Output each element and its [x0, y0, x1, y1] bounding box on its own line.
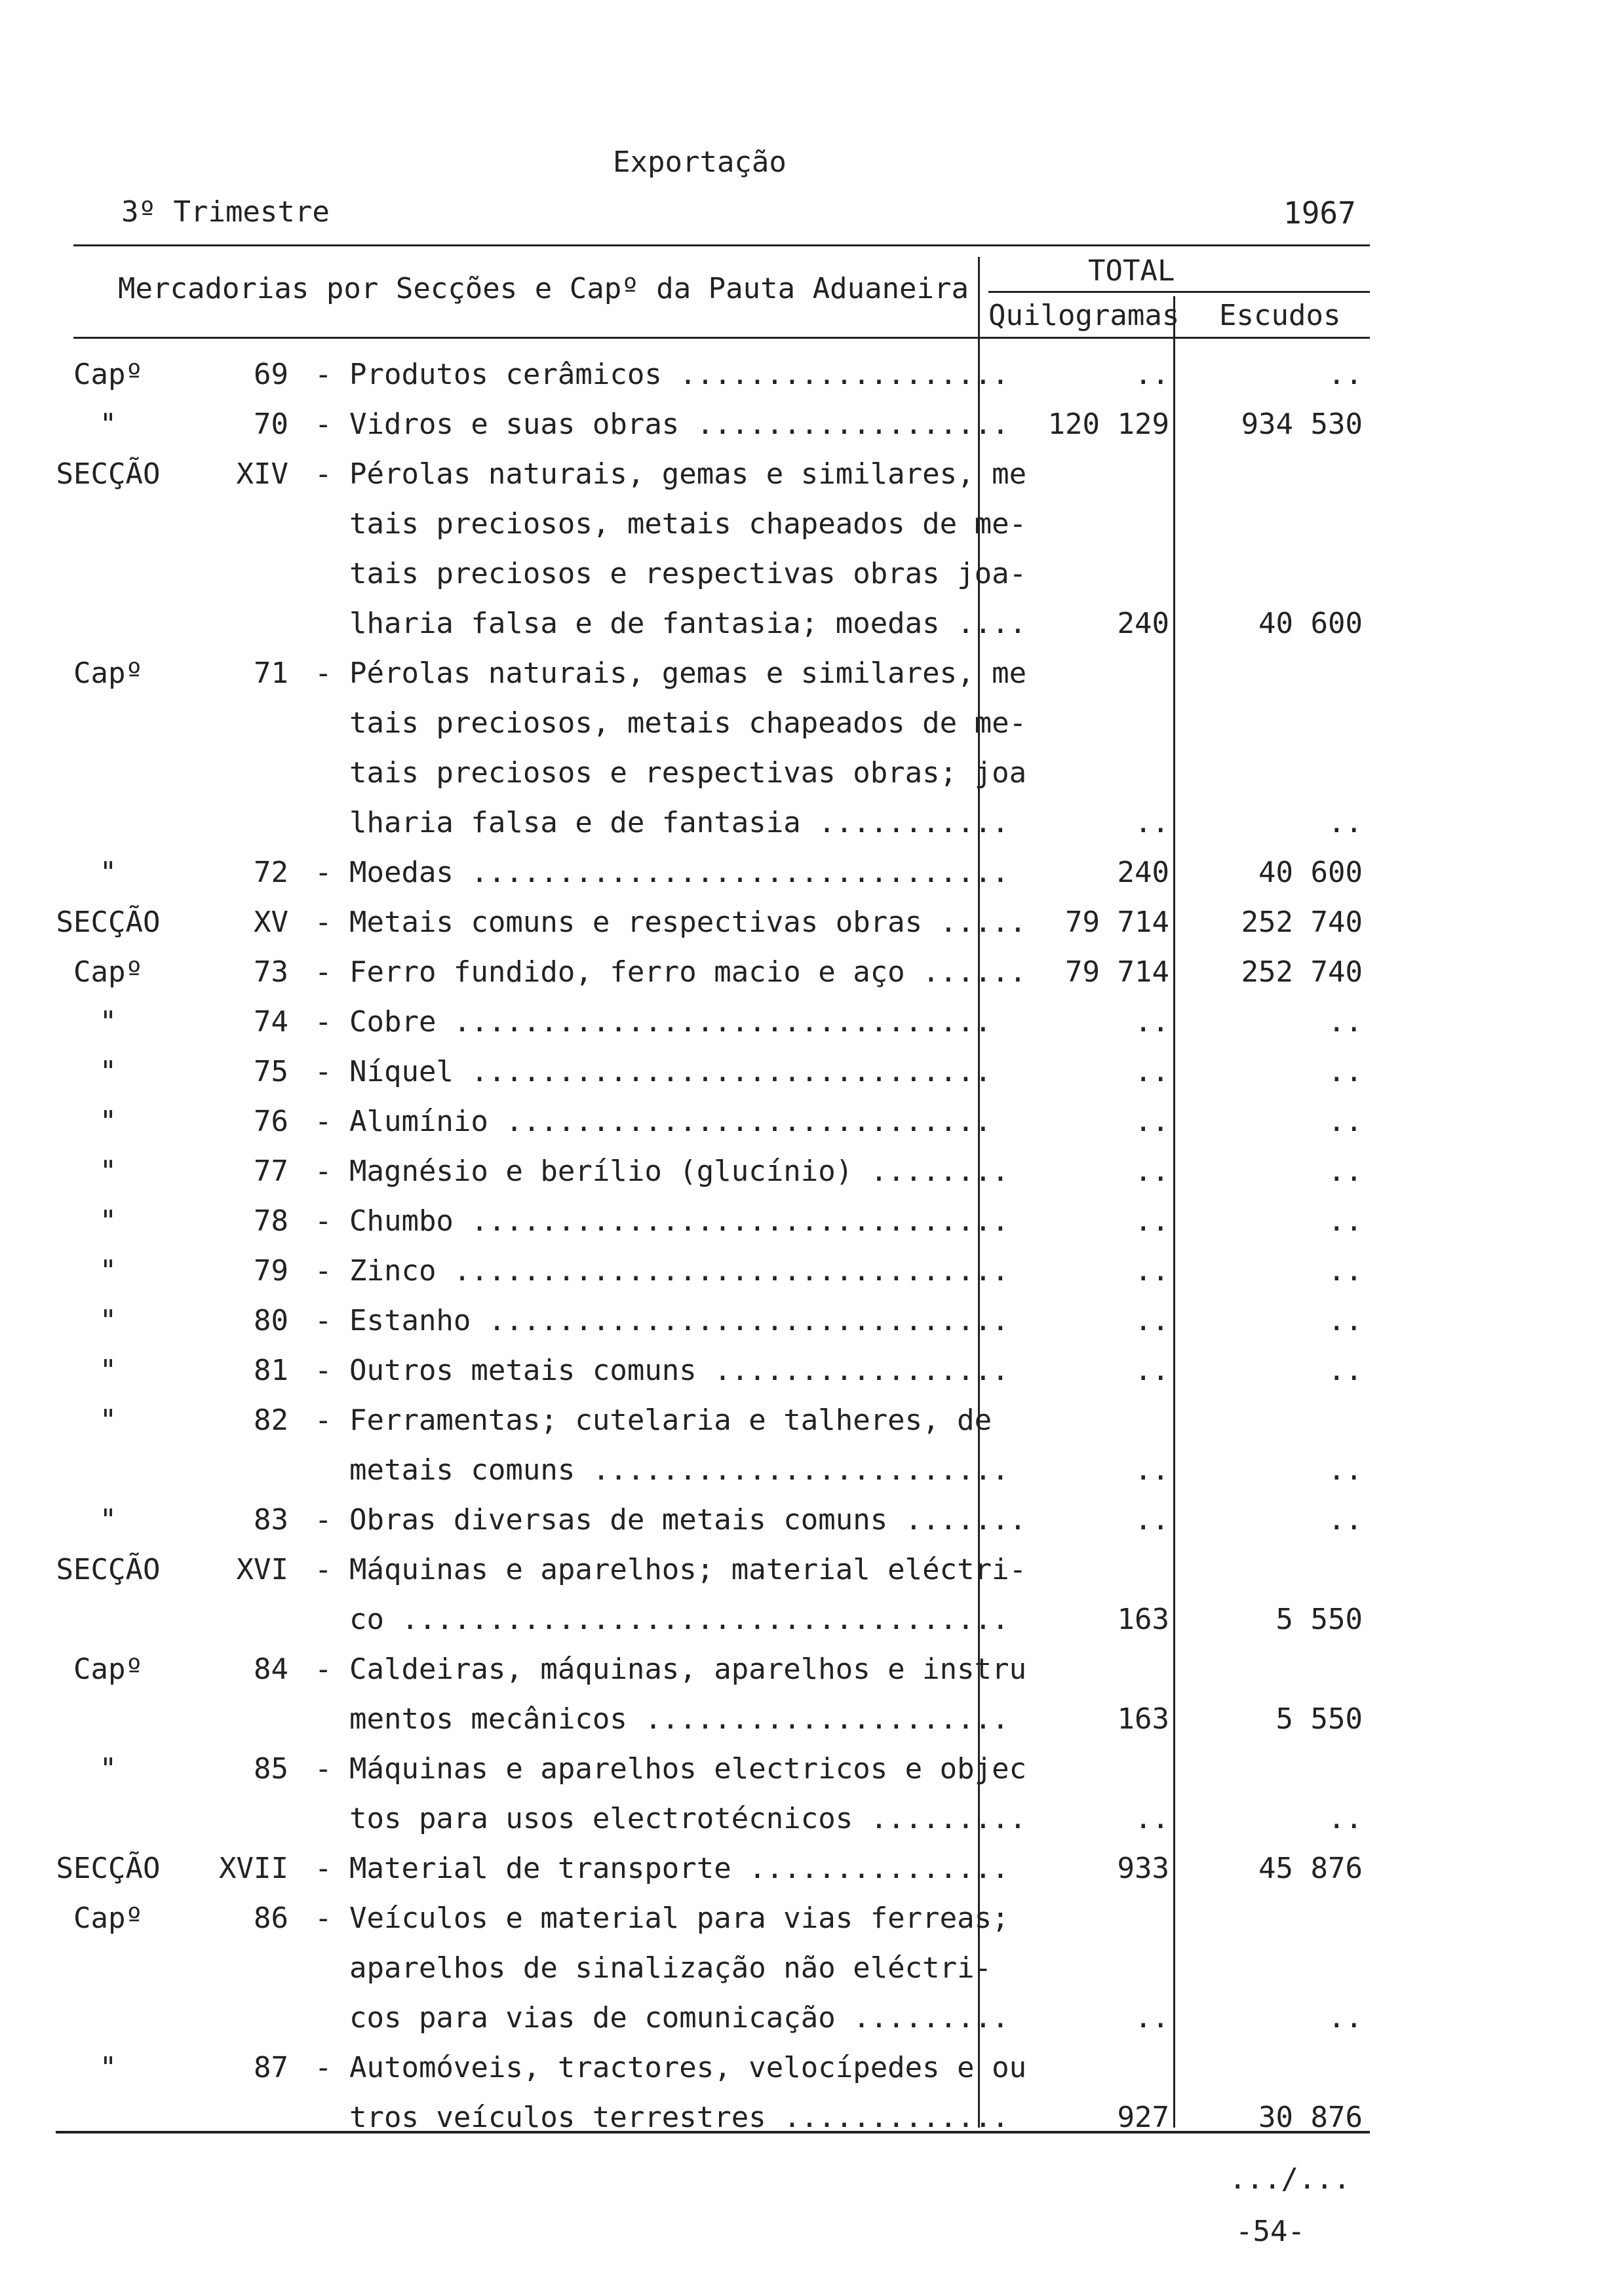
- row-description: - Alumínio ............................: [315, 1105, 992, 1138]
- row-escudos: ..: [1328, 1453, 1363, 1487]
- row-label: ": [99, 1055, 117, 1088]
- row-kilograms: 240: [1117, 856, 1169, 889]
- table-row: [0, 1495, 1615, 1545]
- row-escudos: ..: [1328, 1354, 1363, 1387]
- table-row: [0, 1694, 1615, 1744]
- row-label: Capº: [73, 657, 143, 690]
- row-escudos: 30 876: [1258, 2101, 1363, 2134]
- row-number: 83: [254, 1503, 288, 1537]
- row-description: metais comuns ........................: [315, 1453, 1009, 1487]
- row-description: - Pérolas naturais, gemas e similares, me: [315, 457, 1027, 491]
- row-kilograms: 933: [1117, 1852, 1169, 1885]
- row-description: cos para vias de comunicação .........: [315, 2001, 1009, 2035]
- table-row: [0, 1993, 1615, 2043]
- row-escudos: ..: [1328, 358, 1363, 391]
- row-escudos: ..: [1328, 806, 1363, 839]
- row-escudos: ..: [1328, 1802, 1363, 1835]
- row-description: - Níquel ..............................: [315, 1055, 992, 1088]
- row-description: - Veículos e material para vias ferreas;: [315, 1902, 1009, 1935]
- row-label: SECÇÃO: [56, 1553, 161, 1586]
- table-row: [0, 1296, 1615, 1346]
- row-escudos: ..: [1328, 1503, 1363, 1537]
- row-number: 81: [254, 1354, 288, 1387]
- total-rule: [988, 291, 1370, 293]
- row-label: ": [99, 856, 117, 889]
- header-bottom-rule: [73, 337, 1370, 339]
- table-row: [0, 450, 1615, 499]
- row-label: ": [99, 1304, 117, 1337]
- row-label: SECÇÃO: [56, 906, 161, 939]
- row-number: 69: [254, 358, 288, 391]
- row-number: 80: [254, 1304, 288, 1337]
- table-row: [0, 848, 1615, 898]
- document-title: Exportação: [613, 145, 787, 179]
- row-number: 71: [254, 657, 288, 690]
- row-label: Capº: [73, 1653, 143, 1686]
- row-label: Capº: [73, 358, 143, 391]
- row-label: ": [99, 408, 117, 441]
- row-description: - Ferro fundido, ferro macio e aço ......: [315, 955, 1027, 989]
- row-kilograms: ..: [1135, 1105, 1169, 1138]
- row-kilograms: 240: [1117, 607, 1169, 640]
- table-row: [0, 1196, 1615, 1246]
- row-kilograms: ..: [1135, 1204, 1169, 1238]
- row-description: - Ferramentas; cutelaria e talheres, de: [315, 1404, 992, 1437]
- row-escudos: 40 600: [1258, 856, 1363, 889]
- row-label: SECÇÃO: [56, 1852, 161, 1885]
- row-number: XVI: [236, 1553, 288, 1586]
- table-row: [0, 1794, 1615, 1844]
- row-number: XV: [254, 906, 288, 939]
- table-row: [0, 1943, 1615, 1993]
- row-escudos: ..: [1328, 1105, 1363, 1138]
- row-description: - Pérolas naturais, gemas e similares, me: [315, 657, 1027, 690]
- table-row: [0, 798, 1615, 848]
- row-number: XVII: [219, 1852, 288, 1885]
- row-description: mentos mecânicos .....................: [315, 1702, 1009, 1736]
- row-description: tais preciosos, metais chapeados de me-: [315, 507, 1027, 541]
- table-row: [0, 1396, 1615, 1445]
- table-row: [0, 997, 1615, 1047]
- row-label: ": [99, 1752, 117, 1786]
- row-description: - Outros metais comuns .................: [315, 1354, 1009, 1387]
- row-description: lharia falsa e de fantasia ...........: [315, 806, 1009, 839]
- row-label: Capº: [73, 955, 143, 989]
- table-row: [0, 499, 1615, 549]
- row-kilograms: ..: [1135, 1254, 1169, 1288]
- row-kilograms: ..: [1135, 1453, 1169, 1487]
- row-escudos: 252 740: [1241, 906, 1363, 939]
- row-number: 75: [254, 1055, 288, 1088]
- row-description: - Chumbo ...............................: [315, 1204, 1009, 1238]
- table-row: [0, 1545, 1615, 1595]
- row-escudos: 5 550: [1275, 1702, 1363, 1736]
- row-label: ": [99, 1155, 117, 1188]
- row-escudos: 45 876: [1258, 1852, 1363, 1885]
- table-row: [0, 898, 1615, 947]
- row-description: lharia falsa e de fantasia; moedas ....: [315, 607, 1027, 640]
- row-description: tais preciosos, metais chapeados de me-: [315, 706, 1027, 740]
- year-label: 1967: [1283, 195, 1356, 231]
- row-description: - Zinco ................................: [315, 1254, 1009, 1288]
- table-row: [0, 1097, 1615, 1147]
- period-label: 3º Trimestre: [121, 195, 330, 229]
- header-escudos: Escudos: [1219, 299, 1341, 332]
- table-row: [0, 400, 1615, 450]
- row-kilograms: 927: [1117, 2101, 1169, 2134]
- table-row: [0, 350, 1615, 400]
- row-description: - Moedas ...............................: [315, 856, 1009, 889]
- row-kilograms: 163: [1117, 1603, 1169, 1636]
- table-row: [0, 698, 1615, 748]
- table-row: [0, 947, 1615, 997]
- row-kilograms: ..: [1135, 1005, 1169, 1039]
- table-row: [0, 649, 1615, 698]
- table-row: [0, 748, 1615, 798]
- row-description: - Máquinas e aparelhos electricos e objec: [315, 1752, 1027, 1786]
- continued-marker: .../...: [1229, 2162, 1351, 2196]
- row-description: - Magnésio e berílio (glucínio) ........: [315, 1155, 1009, 1188]
- table-row: [0, 1894, 1615, 1943]
- row-description: - Vidros e suas obras ..................: [315, 408, 1009, 441]
- row-escudos: ..: [1328, 1055, 1363, 1088]
- table-row: [0, 2043, 1615, 2093]
- row-description: tros veículos terrestres .............: [315, 2101, 1009, 2134]
- table-row: [0, 1246, 1615, 1296]
- row-escudos: ..: [1328, 1254, 1363, 1288]
- row-label: ": [99, 1404, 117, 1437]
- row-escudos: 934 530: [1241, 408, 1363, 441]
- row-description: - Caldeiras, máquinas, aparelhos e instru: [315, 1653, 1027, 1686]
- row-number: 73: [254, 955, 288, 989]
- row-description: - Produtos cerâmicos ...................: [315, 358, 1009, 391]
- row-number: 72: [254, 856, 288, 889]
- row-number: XIV: [236, 457, 288, 491]
- row-description: - Obras diversas de metais comuns .......: [315, 1503, 1027, 1537]
- row-number: 70: [254, 408, 288, 441]
- row-kilograms: 163: [1117, 1702, 1169, 1736]
- row-description: tais preciosos e respectivas obras joa-: [315, 557, 1027, 590]
- top-rule: [73, 244, 1370, 246]
- row-description: tos para usos electrotécnicos .........: [315, 1802, 1027, 1835]
- row-escudos: ..: [1328, 1304, 1363, 1337]
- row-description: - Cobre ...............................: [315, 1005, 992, 1039]
- row-kilograms: ..: [1135, 2001, 1169, 2035]
- row-number: 76: [254, 1105, 288, 1138]
- table-row: [0, 1744, 1615, 1794]
- row-number: 74: [254, 1005, 288, 1039]
- row-number: 84: [254, 1653, 288, 1686]
- row-kilograms: ..: [1135, 806, 1169, 839]
- table-row: [0, 1445, 1615, 1495]
- row-escudos: ..: [1328, 1155, 1363, 1188]
- row-kilograms: 79 714: [1065, 955, 1169, 989]
- table-row: [0, 1844, 1615, 1894]
- row-escudos: ..: [1328, 1005, 1363, 1039]
- row-label: ": [99, 1005, 117, 1039]
- table-row: [0, 549, 1615, 599]
- row-label: ": [99, 1354, 117, 1387]
- row-escudos: 40 600: [1258, 607, 1363, 640]
- table-row: [0, 2093, 1615, 2143]
- row-description: - Automóveis, tractores, velocípedes e ou: [315, 2051, 1027, 2084]
- row-kilograms: ..: [1135, 1354, 1169, 1387]
- table-row: [0, 1147, 1615, 1196]
- row-number: 78: [254, 1204, 288, 1238]
- table-row: [0, 1645, 1615, 1694]
- header-kilograms: Quilogramas: [988, 299, 1180, 332]
- table-row: [0, 1595, 1615, 1645]
- row-label: ": [99, 2051, 117, 2084]
- row-kilograms: 79 714: [1065, 906, 1169, 939]
- table-row: [0, 1346, 1615, 1396]
- row-description: - Metais comuns e respectivas obras .....: [315, 906, 1027, 939]
- table-row: [0, 1047, 1615, 1097]
- header-goods-column: Mercadorias por Secções e Capº da Pauta Aduaneira: [118, 272, 969, 305]
- row-label: ": [99, 1204, 117, 1238]
- table-body: [0, 350, 1615, 2143]
- row-escudos: 5 550: [1275, 1603, 1363, 1636]
- row-number: 86: [254, 1902, 288, 1935]
- row-description: co ...................................: [315, 1603, 1009, 1636]
- row-description: - Estanho ..............................: [315, 1304, 1009, 1337]
- row-label: ": [99, 1503, 117, 1537]
- row-label: ": [99, 1105, 117, 1138]
- row-description: - Material de transporte ...............: [315, 1852, 1009, 1885]
- row-kilograms: 120 129: [1047, 408, 1169, 441]
- row-description: - Máquinas e aparelhos; material eléctri-: [315, 1553, 1027, 1586]
- row-escudos: ..: [1328, 1204, 1363, 1238]
- row-number: 79: [254, 1254, 288, 1288]
- row-escudos: 252 740: [1241, 955, 1363, 989]
- row-label: Capº: [73, 1902, 143, 1935]
- row-kilograms: ..: [1135, 1802, 1169, 1835]
- row-description: aparelhos de sinalização não eléctri-: [315, 1951, 992, 1985]
- row-number: 82: [254, 1404, 288, 1437]
- row-number: 85: [254, 1752, 288, 1786]
- row-kilograms: ..: [1135, 1304, 1169, 1337]
- table-row: [0, 599, 1615, 649]
- row-description: tais preciosos e respectivas obras; joa: [315, 756, 1027, 790]
- header-total: TOTAL: [1088, 254, 1175, 288]
- row-kilograms: ..: [1135, 358, 1169, 391]
- row-number: 87: [254, 2051, 288, 2084]
- row-kilograms: ..: [1135, 1055, 1169, 1088]
- page-number: -54-: [1236, 2215, 1305, 2248]
- row-label: ": [99, 1254, 117, 1288]
- row-kilograms: ..: [1135, 1503, 1169, 1537]
- row-kilograms: ..: [1135, 1155, 1169, 1188]
- row-label: SECÇÃO: [56, 457, 161, 491]
- row-escudos: ..: [1328, 2001, 1363, 2035]
- row-number: 77: [254, 1155, 288, 1188]
